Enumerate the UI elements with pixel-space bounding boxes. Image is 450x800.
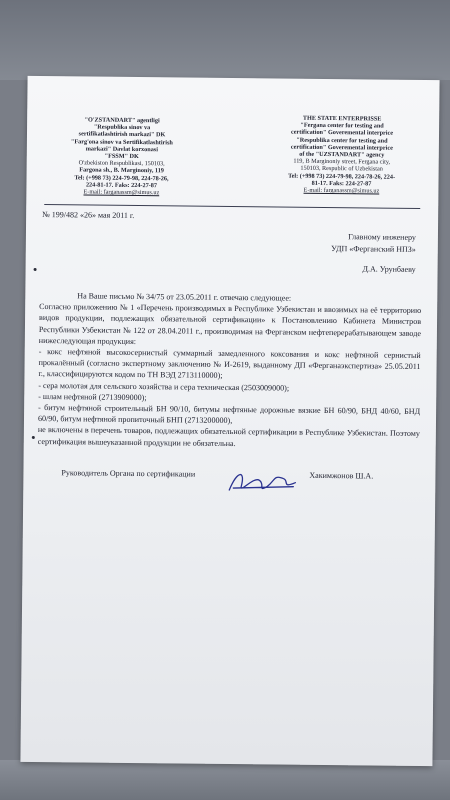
signatory-title: Руководитель Органа по сертификации — [61, 468, 196, 479]
letterhead-right-line: THE STATE ENTERPRISSE — [302, 114, 382, 123]
letter-body — [38, 290, 422, 451]
body-intro: На Ваше письмо № 34/75 от 23.05.2011 г. отвечаю следующее: — [77, 291, 292, 303]
letterhead-right-line: Tel: (+998 73) 224-79-98, 224-78-26, 224- — [288, 172, 396, 181]
recipient-block — [256, 230, 416, 256]
signatory-name: Хакимжонов Ш.А. — [309, 470, 374, 481]
letterhead-right-line: certification" Goveremental interprice — [290, 143, 393, 152]
letterhead-left-line: "O'ZSTANDART" agentligi — [84, 116, 160, 125]
document-page — [20, 76, 439, 766]
letterhead-divider — [44, 204, 420, 209]
body-closing: не включены в перечень товаров, подлежащих обязательной сертификации в Республике Узбекистан. Поэтому сертификация вышеуказанной продукции не обязательна. — [37, 425, 420, 448]
letterhead-left-line: Fargona sh., B. Marginoniy, 119 — [79, 166, 164, 175]
letterhead-left-line: Tel: (+998 73) 224-79-98, 224-78-26, — [74, 173, 169, 182]
reference-number: № 199/482 «26» мая 2011 г. — [42, 210, 135, 220]
letterhead-right — [261, 114, 422, 195]
body-list-item: - кокс нефтяной высокосернистый суммарный замедленного коксования и кокс нефтяной сернистый прокалённый (согласно экспертному заключению № И-2619, выданному ДП «Ферганаэкспертиза» 25.05.2011 г., классифицируются кодом по ТН ВЭД 2713110000); — [38, 347, 421, 381]
letterhead-right-line: 81-17. Faks: 224-27-87 — [311, 179, 372, 188]
letterhead-left — [46, 116, 197, 197]
letterhead-left-line: "Respublika sinov va — [93, 123, 151, 132]
punch-hole-mark — [34, 268, 37, 271]
letterhead-left-line: O'zbekiston Respublikasi, 150103, — [78, 159, 165, 168]
punch-hole-mark — [32, 436, 35, 439]
letterhead-right-line: 150103, Respublic of Uzbekistan — [300, 165, 383, 174]
body-paragraph: Согласно приложению № 1 «Перечень производимых в Республике Узбекистан и ввозимых на её территорию видов продукции, подлежащих обязательной сертификации» к Постановлению Кабинета Министров Республики Узбекистан № 122 от 28.04.2011 г., производимая на Ферганском нефтеперерабатывающем заводе нижеследующая продукция: — [38, 302, 422, 346]
letterhead-right-line: "Fergana center for testing and — [300, 121, 384, 130]
letterhead-left-email: E-mail: farganassm@simus.uz — [83, 188, 160, 197]
recipient-title: Главному инженеру — [348, 232, 416, 242]
letterhead-left-line: "FSSM" DK — [104, 152, 139, 161]
background-top — [0, 0, 450, 80]
letterhead-left-line: "Farg'ona sinov va Sertifikatlashtirish — [70, 137, 173, 146]
letterhead-right-line: certification" Goveremental interprice — [291, 129, 394, 138]
body-list-item: - сера молотая для сельского хозяйства и сера техническая (2503009000); — [38, 380, 290, 393]
body-list-item: - шлам нефтяной (2713909000); — [38, 391, 147, 402]
letterhead-right-line: 119, B Marginoniy street, Fergana city, — [293, 157, 391, 166]
body-list-item: - битум нефтяной строительный БН 90/10, битумы нефтяные дорожные вязкие БН 60/90, БНД 40/60, БНД 60/90, битум нефтяной пропиточный БНП (2713200000), — [37, 403, 421, 426]
letterhead-left-line: 224-81-17. Faks: 224-27-87 — [85, 181, 157, 190]
letterhead-left-line: sertifikatlashtirish markazi" DK — [78, 130, 166, 139]
letterhead-right-email: E-mail: farganassm@simus.uz — [303, 186, 380, 195]
background-bottom — [0, 760, 450, 800]
letterhead-right-line: "Respublika center for testing and — [296, 136, 388, 145]
recipient-name: Д.А. Урунбаеву — [362, 264, 416, 274]
handwritten-signature — [223, 466, 303, 499]
recipient-organization: УДП «Ферганский НПЗ» — [331, 244, 416, 254]
letterhead-left-line: markazi" Davlat korxonasi — [85, 145, 158, 154]
recipient-name-block — [256, 262, 416, 276]
signature-stroke — [229, 474, 295, 490]
letterhead-right-line: of the "UZSTANDART" agency — [299, 150, 385, 159]
